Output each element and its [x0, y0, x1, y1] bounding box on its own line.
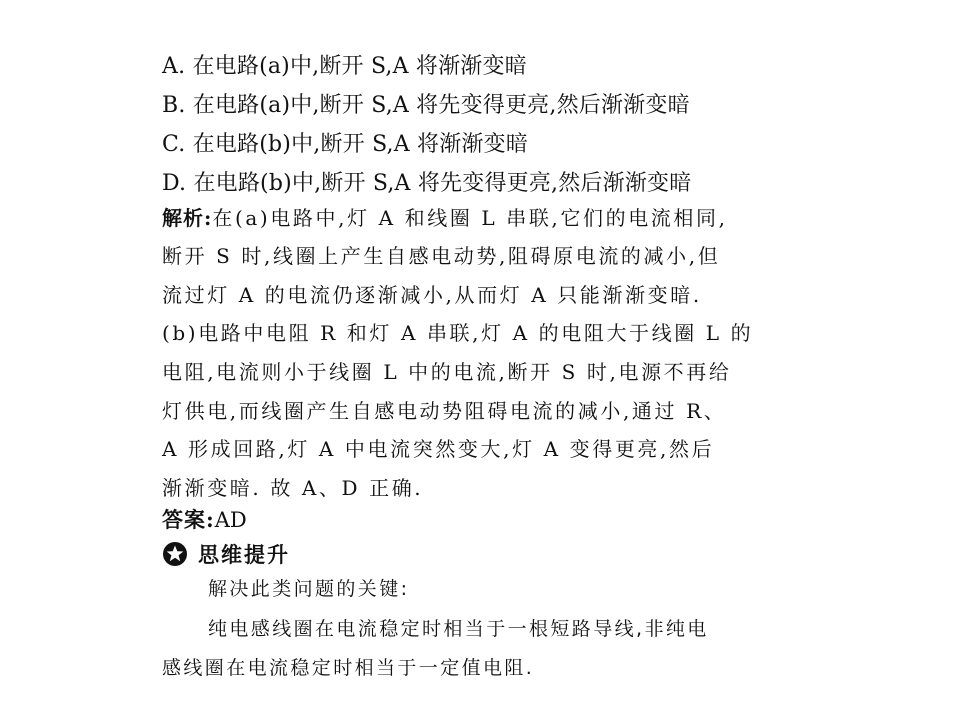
answer-line — [162, 506, 247, 534]
analysis-line-6: 灯供电,而线圈产生自感电动势阻碍电流的减小,通过 R、 — [162, 399, 727, 423]
thinking-line-1: 纯电感线圈在电流稳定时相当于一根短路导线,非纯电 — [208, 618, 709, 640]
analysis-line-5: 电阻,电流则小于线圈 L 中的电流,断开 S 时,电源不再给 — [162, 360, 732, 384]
thinking-header — [162, 540, 290, 568]
answer-label: 答案: — [162, 507, 215, 532]
analysis-label: 解析: — [162, 206, 213, 230]
thinking-line-2: 感线圈在电流稳定时相当于一定值电阻. — [162, 657, 535, 679]
analysis-line-1 — [162, 205, 728, 231]
option-b: B. 在电路(a)中,断开 S,A 将先变得更亮,然后渐渐变暗 — [162, 93, 690, 118]
analysis-line-7: A 形成回路,灯 A 中电流突然变大,灯 A 变得更亮,然后 — [162, 437, 715, 461]
analysis-text: 在(a)电路中,灯 A 和线圈 L 串联,它们的电流相同, — [212, 206, 728, 230]
star-icon — [162, 541, 188, 567]
analysis-line-2: 断开 S 时,线圈上产生自感电动势,阻碍原电流的减小,但 — [162, 244, 721, 268]
analysis-line-3: 流过灯 A 的电流仍逐渐减小,从而灯 A 只能渐渐变暗. — [162, 283, 702, 307]
option-d: D. 在电路(b)中,断开 S,A 将先变得更亮,然后渐渐变暗 — [162, 171, 692, 196]
thinking-intro: 解决此类问题的关键: — [208, 578, 410, 600]
thinking-title: 思维提升 — [198, 543, 290, 567]
answer-value: AD — [214, 508, 247, 532]
option-a: A. 在电路(a)中,断开 S,A 将渐渐变暗 — [162, 54, 527, 79]
analysis-line-4: (b)电路中电阻 R 和灯 A 串联,灯 A 的电阻大于线圈 L 的 — [162, 321, 754, 345]
option-c: C. 在电路(b)中,断开 S,A 将渐渐变暗 — [162, 132, 529, 157]
analysis-line-8: 渐渐变暗. 故 A、D 正确. — [162, 476, 424, 500]
